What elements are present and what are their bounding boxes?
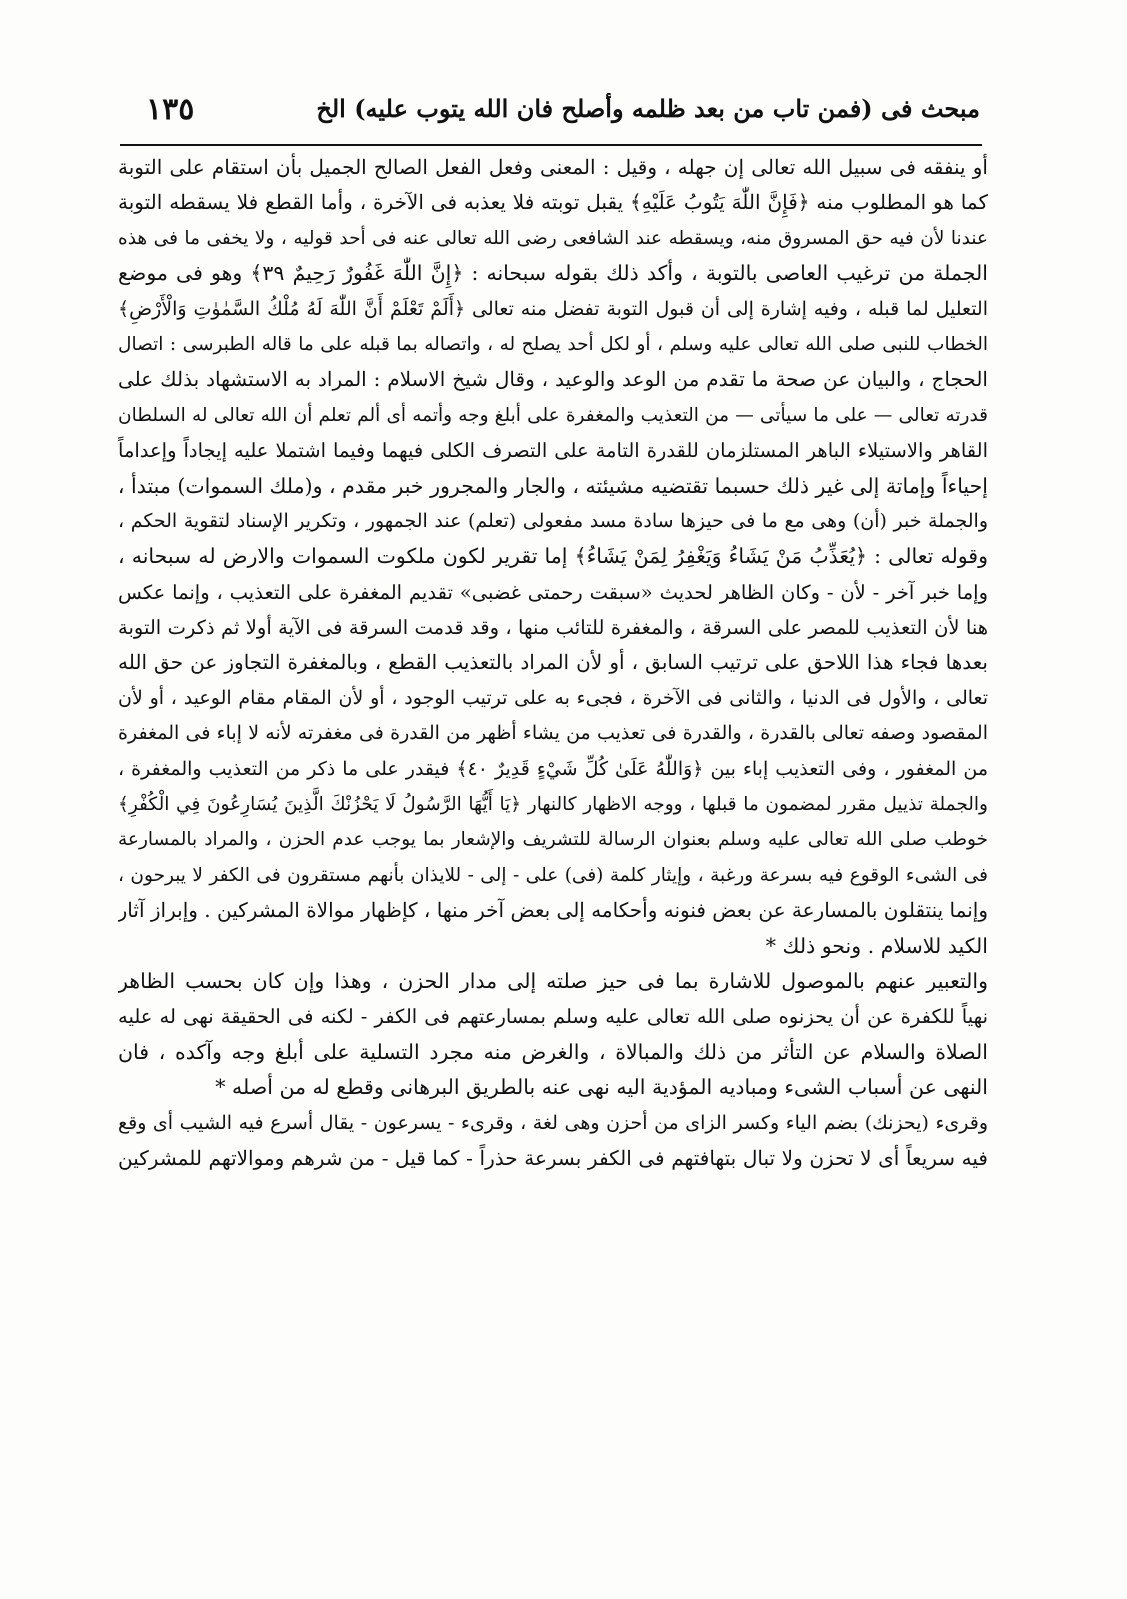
body-text: [118, 150, 988, 1176]
text-line: فيه سريعاً أى لا تحزن ولا تبال بتهافتهم فى الكفر بسرعة حذراً - كما قيل - من شرهم وموالاتهم للمشركين: [118, 1145, 988, 1170]
text-line: الجملة من ترغيب العاصى بالتوبة ، وأكد ذلك بقوله سبحانه : ﴿إِنَّ اللّٰهَ غَفُورٌ رَحِيمٌ ٣٩﴾ وهو فى موضع: [118, 261, 988, 286]
text-line: الكيد للاسلام . ونحو ذلك *: [765, 933, 988, 958]
text-line: المقصود وصفه تعالى بالقدرة ، والقدرة فى تعذيب من يشاء أظهر من القدرة فى مغفرته لأنه لا إباء فى المغفرة: [118, 722, 988, 745]
running-title: مبحث فى (فمن تاب من بعد ظلمه وأصلح فان الله يتوب عليه) الخ: [316, 94, 980, 123]
text-line: قدرته تعالى — على ما سيأتى — من التعذيب والمغفرة على أبلغ وجه وأتمه أى ألم تعلم أن الله تعالى له السلطان: [118, 404, 988, 426]
text-line: هنا لأن التعذيب للمصر على السرقة ، والمغفرة للتائب منها ، وقد قدمت السرقة فى الآية أولا ثم ذكرت التوبة: [118, 616, 988, 640]
text-line: فى الشىء الوقوع فيه بسرعة ورغبة ، وإيثار كلمة (فى) على - إلى - للايذان بأنهم مستقرون فى الكفر لا يبرحون ،: [118, 864, 988, 886]
text-line: والجملة تذييل مقرر لمضمون ما قبلها ، ووجه الاظهار كالنهار ﴿يَا أَيُّهَا الرَّسُولُ لَا يَحْزُنْكَ الَّذِينَ يُسَارِعُونَ فِي الْكُفْرِ﴾: [118, 794, 988, 816]
text-line: الخطاب للنبى صلى الله تعالى عليه وسلم ، أو لكل أحد يصلح له ، واتصاله بما قبله على ما قاله الطبرسى : اتصال: [118, 333, 988, 355]
text-line: عندنا لأن فيه حق المسروق منه، ويسقطه عند الشافعى رضى الله تعالى عنه فى أحد قوليه ، ولا يخفى ما فى هذه: [118, 227, 988, 249]
text-line: الحجاج ، والبيان عن صحة ما تقدم من الوعد والوعيد ، وقال شيخ الاسلام : المراد به الاستشهاد بذلك على: [118, 367, 988, 392]
header-rule: [120, 144, 982, 146]
text-line: بعدها فجاء هذا اللاحق على ترتيب السابق ، أو لأن المراد بالتعذيب القطع ، وبالمغفرة التجاوز عن حق الله: [118, 650, 988, 675]
page-number: ١٣٥: [146, 92, 195, 127]
page-header: [110, 86, 980, 142]
text-line: أو ينفقه فى سبيل الله تعالى إن جهله ، وقيل : المعنى وفعل الفعل الصالح الجميل بأن استقام على التوبة: [118, 155, 988, 179]
text-line: تعالى ، والأول فى الدنيا ، والثانى فى الآخرة ، فجىء به على ترتيب الوجود ، أو لأن المقام مقام الوعيد ، أو لأن: [118, 686, 988, 709]
text-line: والجملة خبر (أن) وهى مع ما فى حيزها سادة مسد مفعولى (تعلم) عند الجمهور ، وتكرير الإسناد لتقوية الحكم ،: [118, 509, 988, 532]
text-line: وقوله تعالى : ﴿يُعَذِّبُ مَنْ يَشَاءُ وَيَغْفِرُ لِمَنْ يَشَاءُ﴾ إما تقرير لكون ملكوت السموات والارض له سبحانه ،: [118, 544, 988, 569]
text-line: والتعبير عنهم بالموصول للاشارة بما فى حيز صلته إلى مدار الحزن ، وهذا وإن كان بحسب الظاهر: [118, 968, 988, 993]
text-line: الصلاة والسلام عن التأثر من ذلك والمبالاة ، والغرض منه مجرد التسلية على أبلغ وجه وآكده ، فان: [118, 1039, 988, 1064]
text-line: وإما خبر آخر - لأن - وكان الظاهر لحديث «سبقت رحمتى غضبى» تقديم المغفرة على التعذيب ، وإنما عكس: [118, 580, 988, 604]
text-line: وإنما ينتقلون بالمسارعة عن بعض فنونه وأحكامه إلى بعض آخر منها ، كإظهار موالاة المشركين . وإبراز آثار: [118, 898, 988, 923]
text-line: كما هو المطلوب منه ﴿فَإِنَّ اللّٰهَ يَتُوبُ عَلَيْهِ﴾ يقبل توبته فلا يعذبه فى الآخرة ، وأما القطع فلا يسقطه التوبة: [118, 190, 988, 215]
text-line: القاهر والاستيلاء الباهر المستلزمان للقدرة التامة على التصرف الكلى فيهما وفيما اشتملا عليه إيجاداً وإعداماً: [118, 439, 988, 463]
text-line: خوطب صلى الله تعالى عليه وسلم بعنوان الرسالة للتشريف والإشعار بما يوجب عدم الحزن ، والمراد بالمسارعة: [118, 829, 988, 851]
text-line: التعليل لما قبله ، وفيه إشارة إلى أن قبول التوبة تفضل منه تعالى ﴿أَلَمْ تَعْلَمْ أَنَّ اللّٰهَ لَهُ مُلْكُ السَّمٰوٰتِ وَالْأَرْضِ﴾: [118, 297, 988, 320]
text-line: من المغفور ، وفى التعذيب إباء بين ﴿وَاللّٰهُ عَلَىٰ كُلِّ شَيْءٍ قَدِيرٌ ٤٠﴾ فيقدر على ما ذكر من التعذيب والمغفرة ،: [118, 757, 988, 780]
text-line: وقرىء (يحزنك) بضم الياء وكسر الزاى من أحزن وهى لغة ، وقرىء - يسرعون - يقال أسرع فيه الشيب أى وقع: [118, 1111, 988, 1134]
text-line: النهى عن أسباب الشىء ومباديه المؤدية اليه نهى عنه بالطريق البرهانى وقطع له من أصله *: [215, 1075, 988, 1100]
text-line: إحياءاً وإماتة إلى غير ذلك حسبما تقتضيه مشيئته ، والجار والمجرور خبر مقدم ، و(ملك السموات) مبتدأ ،: [118, 473, 988, 498]
text-line: نهياً للكفرة عن أن يحزنوه صلى الله تعالى عليه وسلم بمسارعتهم فى الكفر - لكنه فى الحقيقة نهى له عليه: [118, 1005, 988, 1029]
